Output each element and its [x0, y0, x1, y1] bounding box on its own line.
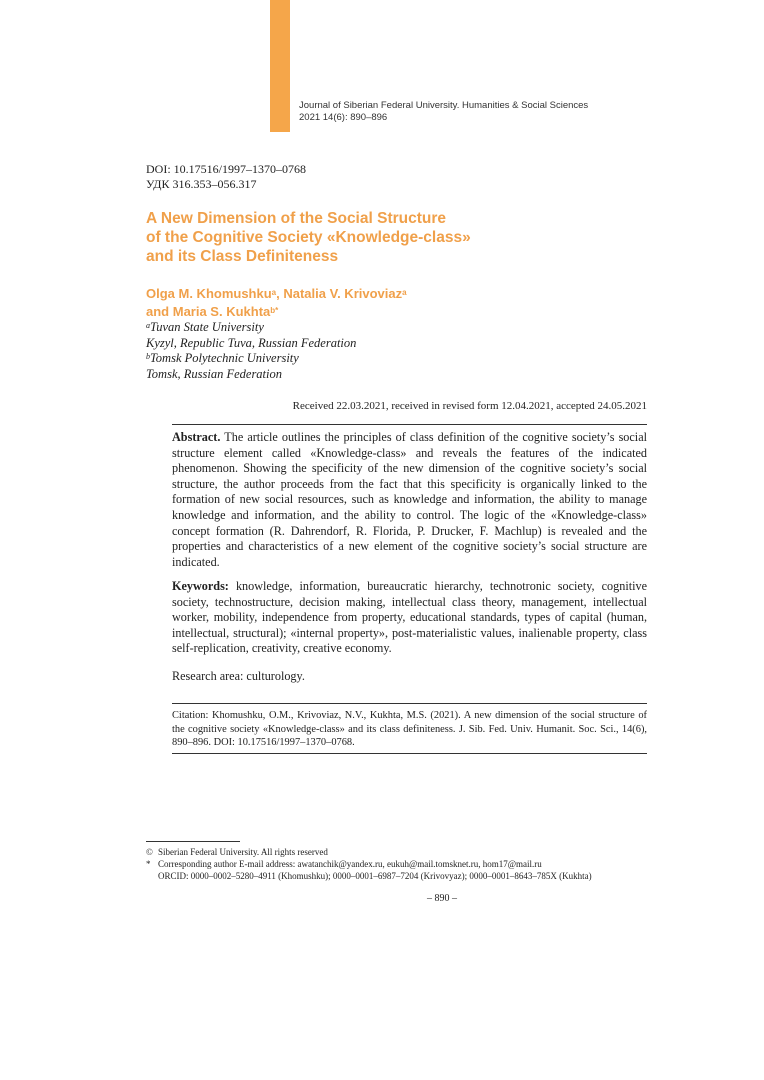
doi-block — [146, 162, 306, 192]
journal-issue: 2021 14(6): 890–896 — [299, 112, 388, 123]
keywords-label: Keywords: — [172, 579, 229, 593]
affil-name: Tuvan State University — [150, 320, 264, 334]
divider — [172, 424, 647, 425]
author-separator: , — [276, 286, 284, 301]
citation: Citation: Khomushku, O.M., Krivoviaz, N.V., Kukhta, M.S. (2021). A new dimension of the social structure of the cognitive society «Knowledge-class» and its class definiteness. J. Sib. Fed. Univ. Humanit. Soc. Sci., 14(6), 890–896. DOI: 10.17516/1997–1370–0768. — [172, 710, 647, 749]
title-line: and its Class Definiteness — [146, 248, 339, 265]
abstract-label: Abstract. — [172, 430, 221, 444]
corresponding-mark: * — [146, 859, 151, 869]
author-name: Natalia V. Krivoviaz — [283, 286, 403, 301]
journal-name: Journal of Siberian Federal University. Humanities & Social Sciences — [299, 100, 589, 111]
authors — [146, 285, 566, 321]
copyright-note: Siberian Federal University. All rights reserved — [158, 847, 328, 857]
keywords — [172, 579, 647, 657]
accent-bar — [270, 0, 290, 132]
received-dates: Received 22.03.2021, received in revised form 12.04.2021, accepted 24.05.2021 — [292, 400, 647, 412]
corresponding-author-note: Corresponding author E-mail address: awatanchik@yandex.ru, eukuh@mail.tomsknet.ru, hom17@mail.ru — [158, 859, 542, 869]
author-affil-mark: a — [402, 288, 407, 297]
author-affil-mark: b* — [270, 306, 279, 315]
title-line: of the Cognitive Society «Knowledge-class» — [146, 229, 471, 246]
affiliations — [146, 320, 566, 382]
footnote-rule — [146, 841, 240, 842]
article-title — [146, 209, 606, 266]
journal-header — [299, 100, 729, 124]
orcid-note: ORCID: 0000–0002–5280–4911 (Khomushku); 0000–0001–6987–7204 (Krivovyaz); 0000–0001–8643–785X (Kukhta) — [158, 871, 592, 881]
title-line: A New Dimension of the Social Structure — [146, 210, 447, 227]
author-conjunction: and — [146, 304, 173, 319]
affil-name: Tomsk Polytechnic University — [150, 351, 299, 365]
affil-place: Tomsk, Russian Federation — [146, 366, 282, 381]
author-name: Olga M. Khomushku — [146, 286, 272, 301]
abstract-text: The article outlines the principles of class definition of the cognitive society’s social structure element called «Knowledge-class» and reveals the features of the indicated phenomenon. Showing the specificity of the new dimension of the cognitive society’s social structure, the author proceeds from the fact that this specificity is organically linked to the formation of new social resources, such as knowledge and information, the ability to manage knowledge and information, and the ability to control. The logic of the «Knowledge-class» concept formation (R. Dahrendorf, R. Florida, P. Drucker, F. Machlup) is revealed and the properties and characteristics of a new element of the cognitive society’s social structure are indicated. — [172, 430, 647, 569]
affil-mark: a — [146, 321, 150, 330]
copyright-mark: © — [146, 847, 153, 857]
keywords-text: knowledge, information, bureaucratic hierarchy, technotronic society, cognitive society, technostructure, decision making, intellectual class theory, management, intellectual worker, mobility, independence from property, educational standards, types of capital (human, intellectual, structural); «internal property», post-materialistic values, inalienable property, class self-replication, creativity, creative economy. — [172, 579, 647, 656]
footnotes — [146, 846, 666, 882]
author-affil-mark: a — [271, 288, 277, 297]
affil-mark: b — [146, 352, 150, 361]
page-number: – 890 – — [427, 893, 457, 904]
udc: УДК 316.353–056.317 — [146, 177, 257, 191]
divider — [172, 753, 647, 754]
divider — [172, 703, 647, 704]
research-area: Research area: culturology. — [172, 669, 305, 683]
affil-place: Kyzyl, Republic Tuva, Russian Federation — [146, 335, 357, 350]
doi: DOI: 10.17516/1997–1370–0768 — [146, 162, 306, 176]
author-name: Maria S. Kukhta — [172, 304, 271, 319]
abstract — [172, 430, 647, 570]
